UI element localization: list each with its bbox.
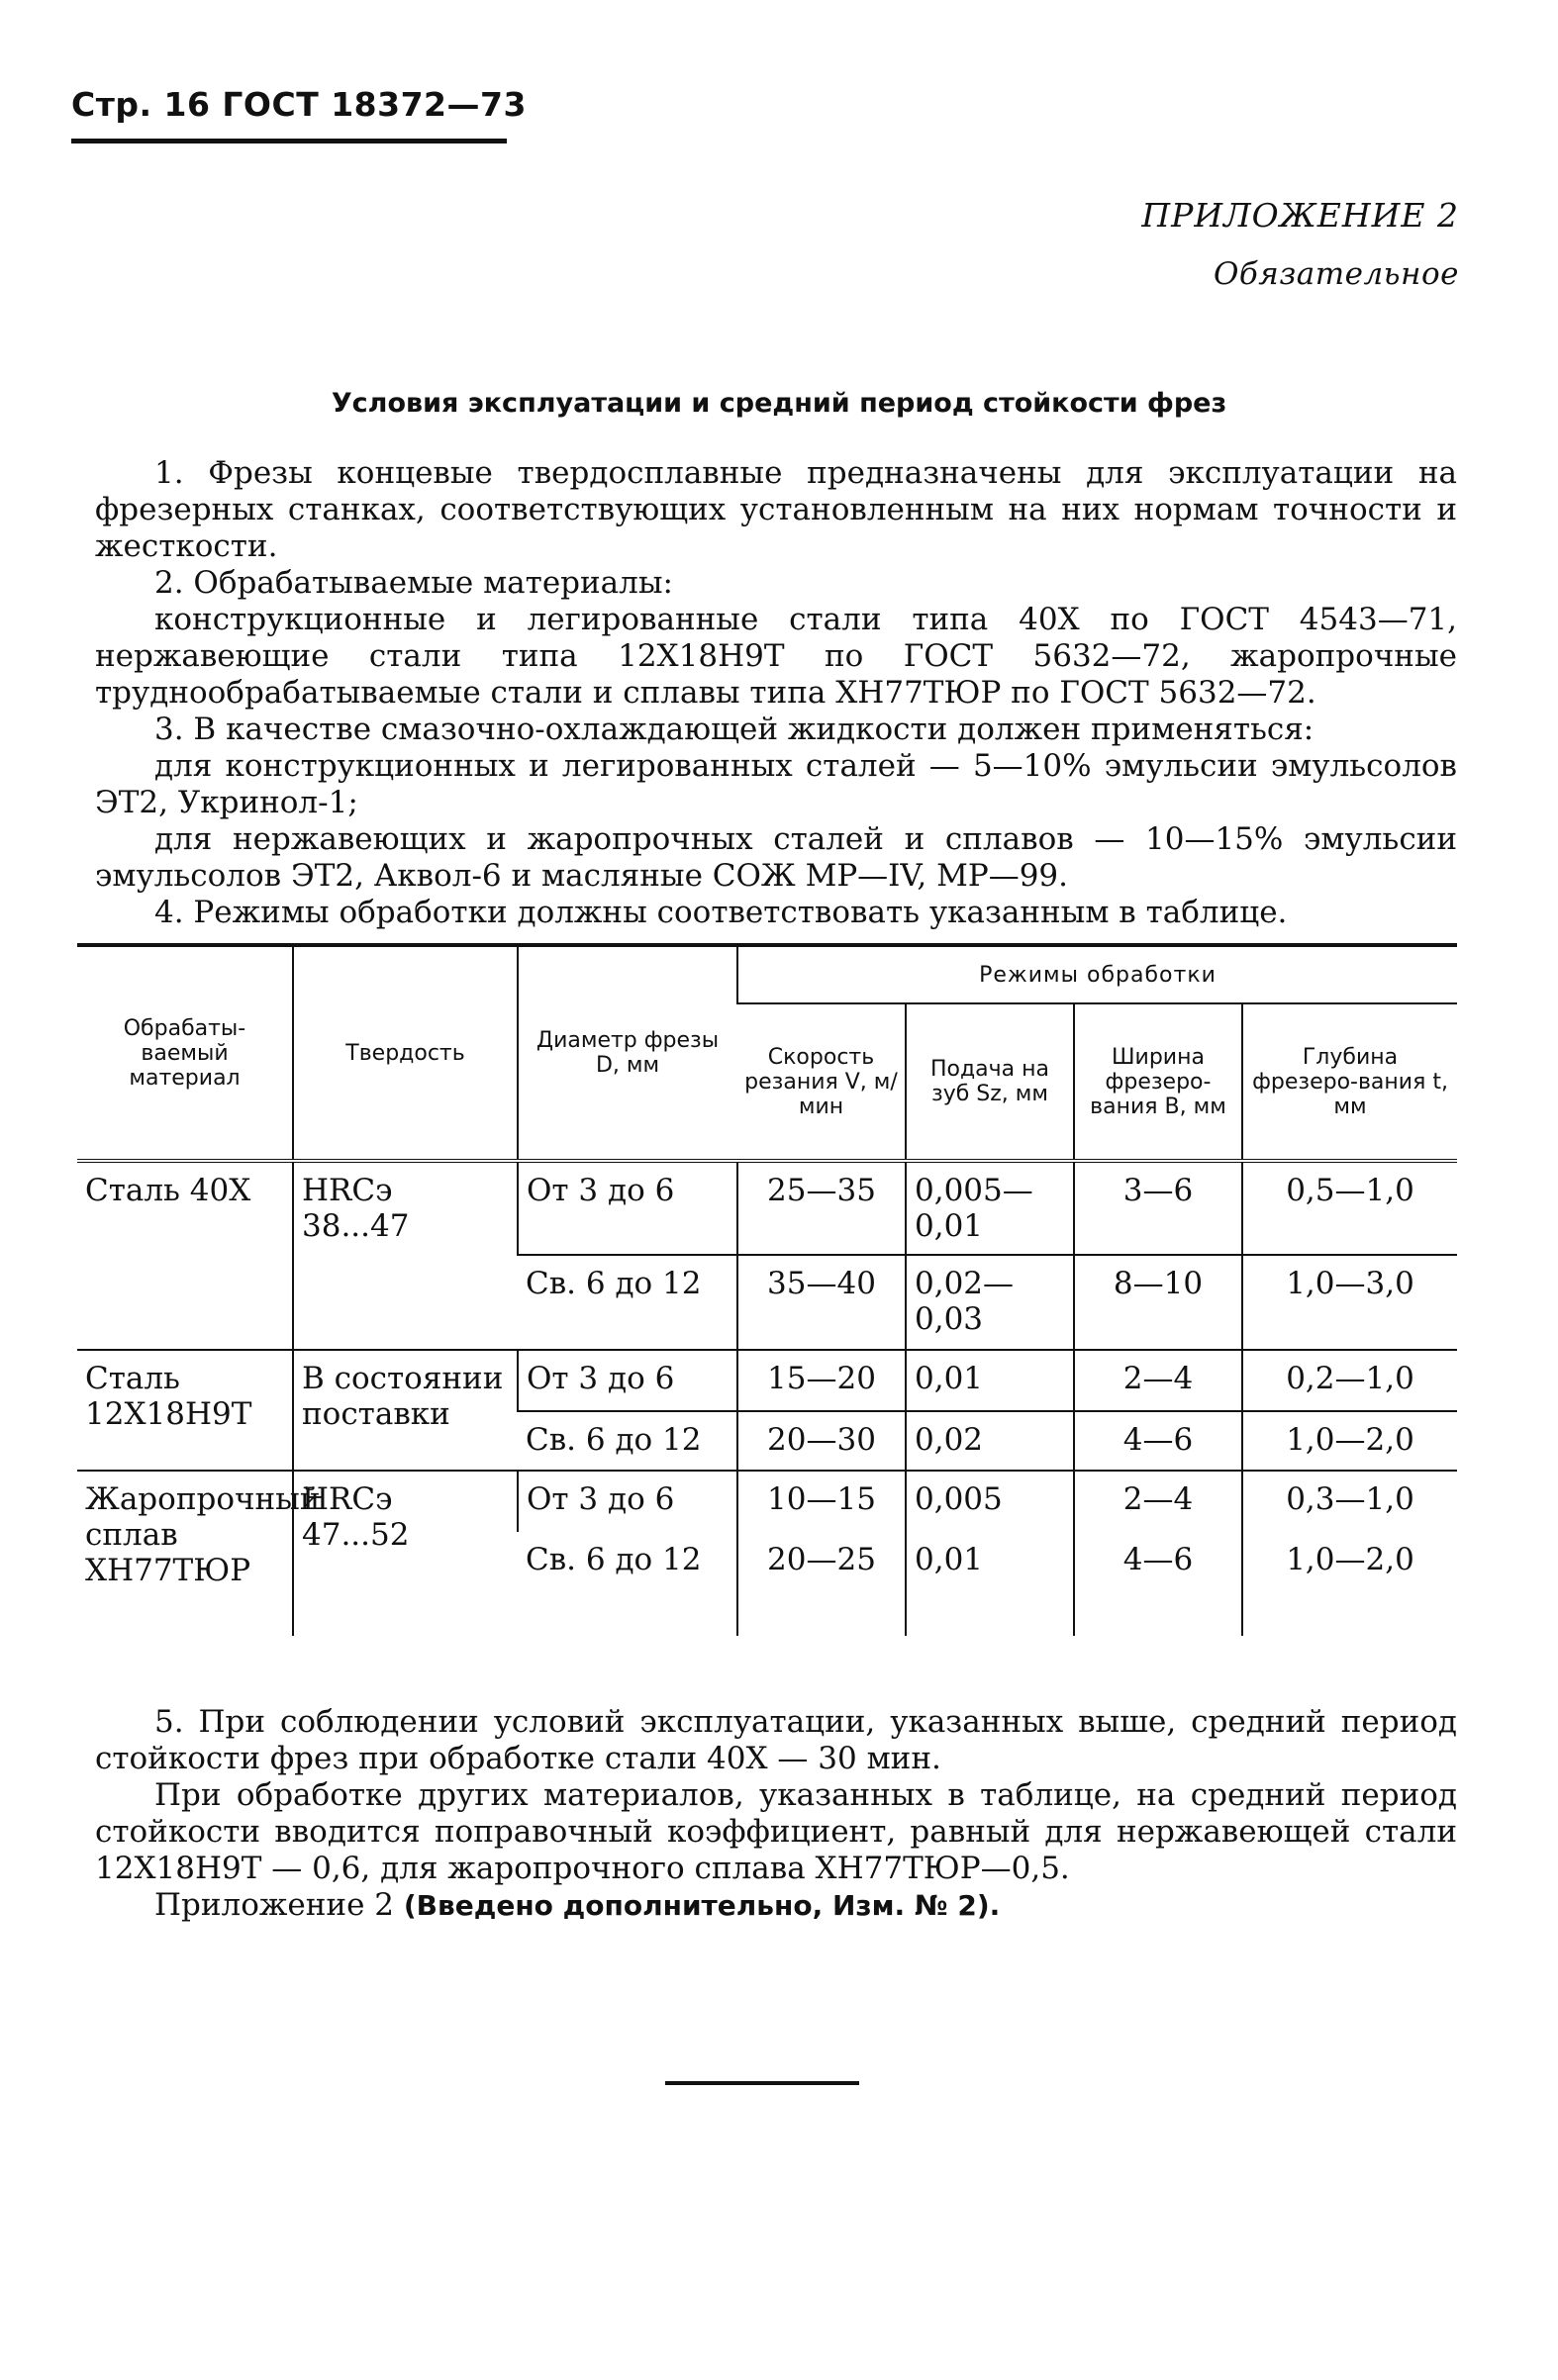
cell-material: Сталь 40Х [77, 1161, 293, 1350]
cell-material: Жаропрочный сплав ХН77ТЮР [85, 1481, 321, 1588]
cell-feed: 0,02—0,03 [906, 1255, 1074, 1350]
header-feed: Подача на зуб Sz, мм [906, 1003, 1074, 1161]
header-material: Обрабаты-ваемый материал [77, 945, 293, 1161]
cell-feed: 0,005—0,01 [906, 1161, 1074, 1255]
paragraph-6: При обработке других материалов, указанных в таблице, на средний период стойкости вводится поправочный коэффициент, равный для нержавеющей стали 12Х18Н9Т — 0,6, для жаропрочного сплава ХН77ТЮР—0,5. [95, 1777, 1457, 1886]
cell-material: Сталь 12Х18Н9Т [77, 1350, 293, 1471]
paragraph-2: 2. Обрабатываемые материалы: [154, 565, 673, 601]
cell-speed: 25—35 [737, 1161, 906, 1255]
header-rule [71, 139, 507, 143]
paragraph-1: 1. Фрезы концевые твердосплавные предназначены для эксплуатации на фрезерных станках, соответствующих установленным на них нормам точности и жесткости. [95, 455, 1457, 564]
cell-depth: 0,2—1,0 [1242, 1350, 1457, 1411]
cell-speed: 20—25 [737, 1532, 906, 1636]
after-table-text [95, 1704, 1457, 1924]
cell-speed: 10—15 [737, 1471, 906, 1532]
cell-speed: 20—30 [737, 1411, 906, 1471]
cell-feed: 0,02 [906, 1411, 1074, 1471]
amendment-note-prefix: Приложение 2 [154, 1887, 395, 1923]
end-rule [665, 2081, 859, 2085]
cell-depth: 1,0—2,0 [1242, 1532, 1457, 1636]
cell-diameter: Св. 6 до 12 [518, 1411, 737, 1471]
appendix-label: ПРИЛОЖЕНИЕ 2 [1141, 196, 1459, 235]
machining-modes-table [77, 943, 1457, 1636]
cell-diameter: От 3 до 6 [518, 1350, 737, 1411]
cell-diameter: Св. 6 до 12 [526, 1542, 702, 1577]
cell-width: 3—6 [1074, 1161, 1242, 1255]
paragraph-3-structural: для конструкционных и легированных сталей — 5—10% эмульсии эмульсолов ЭТ2, Укринол-1; [95, 748, 1457, 820]
header-diameter: Диаметр фрезы D, мм [518, 945, 737, 1161]
cell-depth: 1,0—2,0 [1242, 1411, 1457, 1471]
table-row [77, 1161, 1457, 1255]
appendix-status: Обязательное [1213, 256, 1459, 292]
cell-diameter: От 3 до 6 [518, 1161, 737, 1255]
cell-width: 8—10 [1074, 1255, 1242, 1350]
paragraph-4: 4. Режимы обработки должны соответствовать указанным в таблице. [154, 895, 1288, 930]
page-header: Стр. 16 ГОСТ 18372—73 [71, 85, 527, 124]
cell-hardness: HRCэ 47...52 [293, 1471, 518, 1636]
cell-depth: 0,5—1,0 [1242, 1161, 1457, 1255]
cell-diameter: Св. 6 до 12 [518, 1255, 737, 1350]
body-text [95, 455, 1457, 931]
paragraph-3: 3. В качестве смазочно-охлаждающей жидкости должен применяться: [154, 712, 1315, 747]
cell-depth: 0,3—1,0 [1242, 1471, 1457, 1532]
table-row [77, 1350, 1457, 1411]
cell-width: 4—6 [1074, 1411, 1242, 1471]
cell-hardness: HRCэ 38...47 [293, 1161, 518, 1350]
header-modes-group: Режимы обработки [737, 945, 1457, 1003]
header-hardness: Твердость [293, 945, 518, 1161]
cell-speed: 15—20 [737, 1350, 906, 1411]
cell-diameter: От 3 до 6 [518, 1471, 737, 1532]
amendment-note [95, 1887, 1457, 1924]
cell-width: 4—6 [1074, 1532, 1242, 1636]
cell-width: 2—4 [1074, 1471, 1242, 1532]
cell-width: 2—4 [1074, 1350, 1242, 1411]
cell-speed: 35—40 [737, 1255, 906, 1350]
section-title: Условия эксплуатации и средний период стойкости фрез [331, 388, 1227, 419]
cell-feed: 0,01 [906, 1532, 1074, 1636]
cell-hardness: В состоянии поставки [293, 1350, 518, 1471]
header-speed: Скорость резания V, м/мин [737, 1003, 906, 1161]
amendment-note-bold: (Введено дополнительно, Изм. № 2). [403, 1889, 1001, 1922]
header-depth: Глубина фрезеро-вания t, мм [1242, 1003, 1457, 1161]
cell-feed: 0,01 [906, 1350, 1074, 1411]
paragraph-3-stainless: для нержавеющих и жаропрочных сталей и сплавов — 10—15% эмульсии эмульсолов ЭТ2, Аквол-6 и масляные СОЖ МР—IV, МР—99. [95, 821, 1457, 894]
paragraph-5: 5. При соблюдении условий эксплуатации, указанных выше, средний период стойкости фрез при обработке стали 40Х — 30 мин. [95, 1704, 1457, 1776]
header-width: Ширина фрезеро-вания B, мм [1074, 1003, 1242, 1161]
appendix-block [1141, 196, 1459, 292]
table-row [77, 1471, 1457, 1532]
paragraph-2-materials: конструкционные и легированные стали типа 40Х по ГОСТ 4543—71, нержавеющие стали типа 12Х18Н9Т по ГОСТ 5632—72, жаропрочные труднообрабатываемые стали и сплавы типа ХН77ТЮР по ГОСТ 5632—72. [95, 602, 1457, 711]
cell-depth: 1,0—3,0 [1242, 1255, 1457, 1350]
cell-feed: 0,005 [906, 1471, 1074, 1532]
